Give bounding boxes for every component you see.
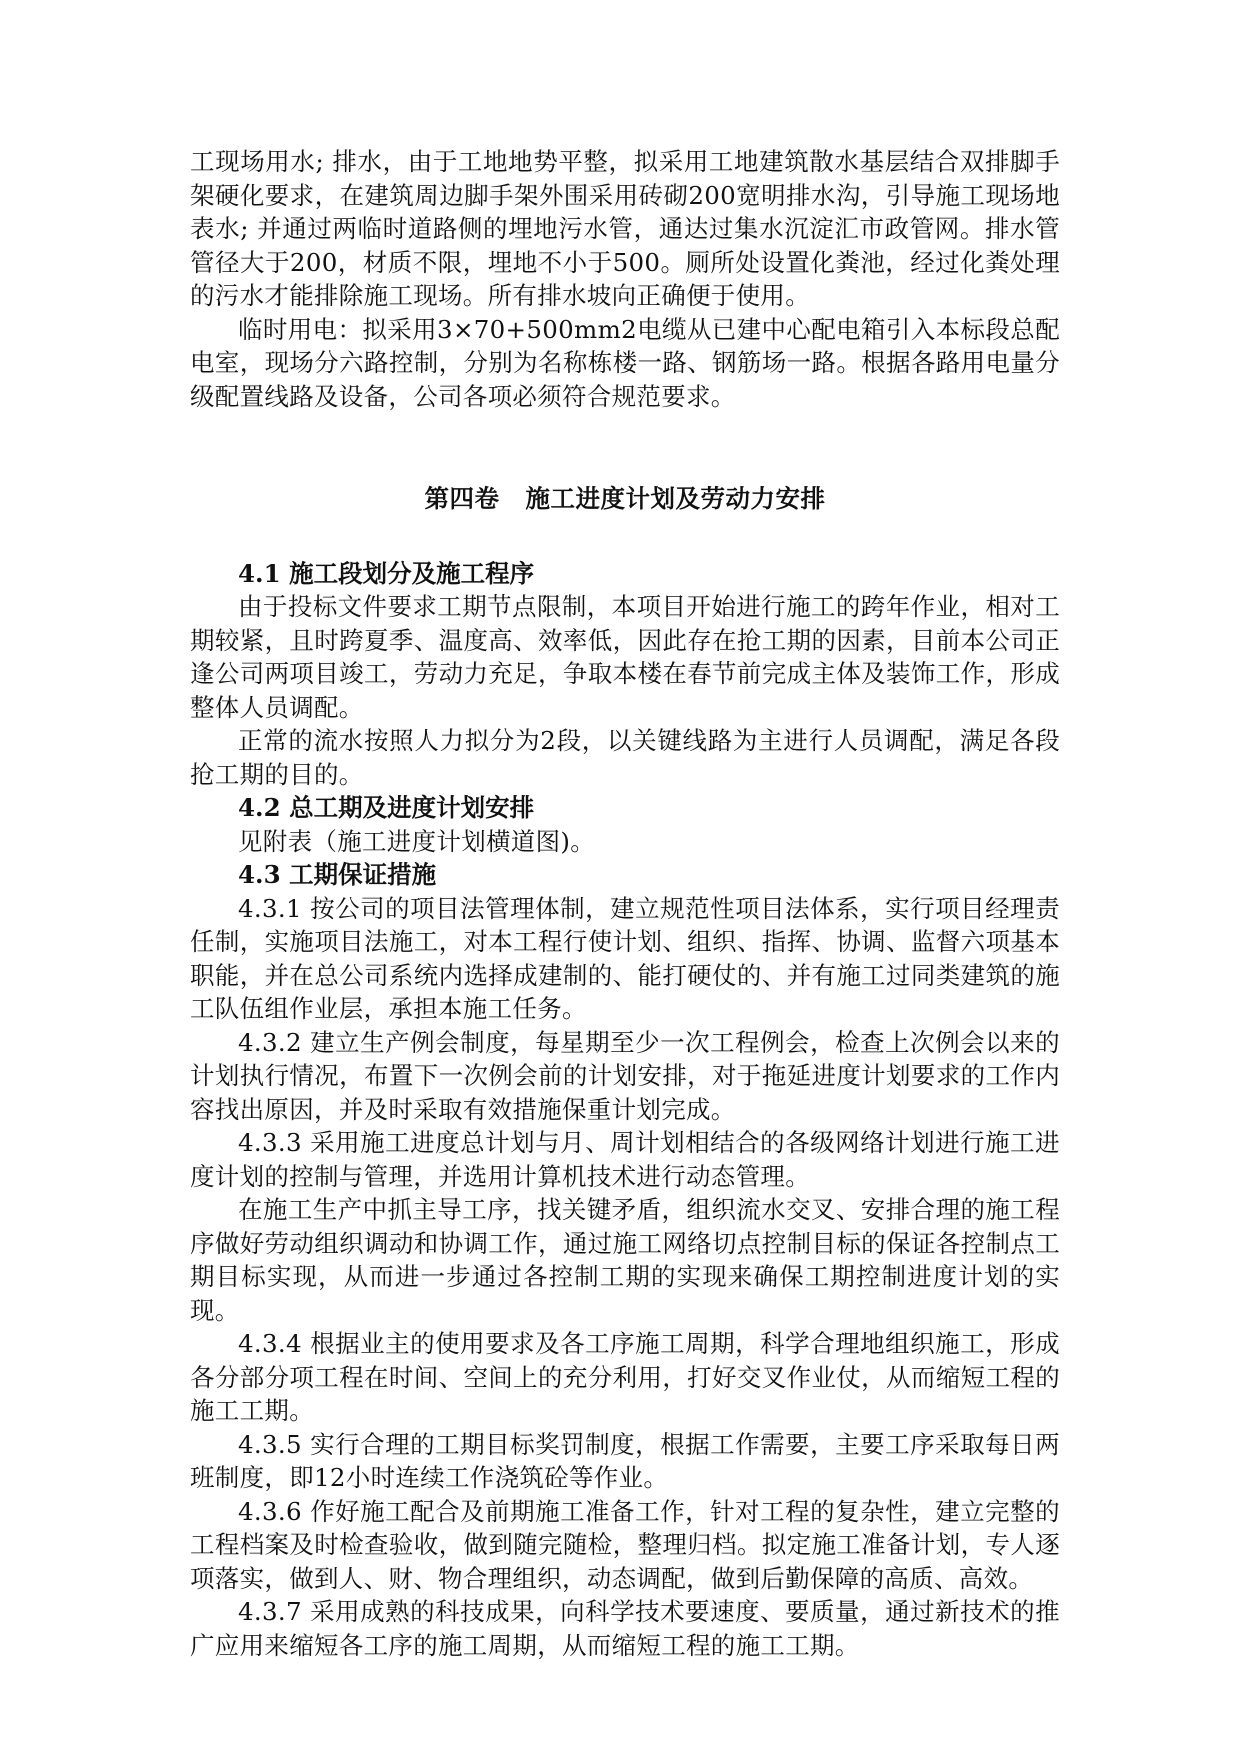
chapter-title — [190, 482, 1060, 516]
paragraph-4-3-3: 4.3.3 采用施工进度总计划与月、周计划相结合的各级网络计划进行施工进度计划的控制与管理，并选用计算机技术进行动态管理。 — [190, 1128, 1060, 1191]
section-heading-4-2: 4.2 总工期及进度计划安排 — [238, 793, 535, 822]
chapter-name: 施工进度计划及劳动力安排 — [525, 484, 826, 513]
section-heading-4-3: 4.3 工期保证措施 — [238, 860, 437, 889]
section-heading-4-1: 4.1 施工段划分及施工程序 — [238, 558, 535, 588]
chapter-label: 第四卷 — [424, 484, 500, 513]
paragraph-4-3-5: 4.3.5 实行合理的工期目标奖罚制度，根据工作需要，主要工序采取每日两班制度，即12小时连续工作浇筑砼等作业。 — [190, 1429, 1060, 1492]
paragraph-4-1-a: 由于投标文件要求工期节点限制，本项目开始进行施工的跨年作业，相对工期较紧，且时跨夏季、温度高、效率低，因此存在抢工期的因素，目前本公司正逢公司两项目竣工，劳动力充足，争取本楼在春节前完成主体及装饰工作，形成整体人员调配。 — [190, 592, 1060, 722]
paragraph-temporary-power: 临时用电：拟采用3×70+500mm2电缆从已建中心配电箱引入本标段总配电室，现场分六路控制，分别为名称栋楼一路、钢筋场一路。根据各路用电量分级配置线路及设备，公司各项必须符合规范要求。 — [190, 314, 1060, 411]
document-page — [190, 145, 1060, 1662]
spacer — [190, 516, 1060, 557]
paragraph-4-3-4: 4.3.4 根据业主的使用要求及各工序施工周期，科学合理地组织施工，形成各分部分项工程在时间、空间上的充分利用，打好交叉作业仗，从而缩短工程的施工工期。 — [190, 1329, 1060, 1425]
paragraph-4-3-7: 4.3.7 采用成熟的科技成果，向科学技术要速度、要质量，通过新技术的推广应用来缩短各工序的施工周期，从而缩短工程的施工工期。 — [190, 1597, 1060, 1660]
paragraph-4-1-b: 正常的流水按照人力拟分为2段，以关键线路为主进行人员调配，满足各段抢工期的目的。 — [190, 726, 1060, 789]
paragraph-drainage: 工现场用水; 排水，由于工地地势平整，拟采用工地建筑散水基层结合双排脚手架硬化要求，在建筑周边脚手架外围采用砖砌200宽明排水沟，引导施工现场地表水; 并通过两临时道路侧的埋地污水管，通达过集水沉淀汇市政管网。排水管管径大于200，材质不限，埋地不小于500。厕所处设置化粪池，经过化粪处理的污水才能排除施工现场。所有排水坡向正确便于使用。 — [190, 147, 1060, 310]
paragraph-4-3-2: 4.3.2 建立生产例会制度，每星期至少一次工程例会，检查上次例会以来的计划执行情况，布置下一次例会前的计划安排，对于拖延进度计划要求的工作内容找出原因，并及时采取有效措施保重计划完成。 — [190, 1027, 1060, 1124]
paragraph-4-3-6: 4.3.6 作好施工配合及前期施工准备工作，针对工程的复杂性，建立完整的工程档案及时检查验收，做到随完随检，整理归档。拟定施工准备计划，专人逐项落实，做到人、财、物合理组织，动态调配，做到后勤保障的高质、高效。 — [190, 1496, 1060, 1593]
paragraph-4-3-3-cont: 在施工生产中抓主导工序，找关键矛盾，组织流水交叉、安排合理的施工程序做好劳动组织调动和协调工作，通过施工网络切点控制目标的保证各控制点工期目标实现，从而进一步通过各控制工期的实现来确保工期控制进度计划的实现。 — [190, 1195, 1060, 1325]
paragraph-4-3-1: 4.3.1 按公司的项目法管理体制，建立规范性项目法体系，实行项目经理责任制，实施项目法施工，对本工程行使计划、组织、指挥、协调、监督六项基本职能，并在总公司系统内选择成建制的、能打硬仗的、并有施工过同类建筑的施工队伍组作业层，承担本施工任务。 — [190, 893, 1060, 1023]
paragraph-4-2-a: 见附表（施工进度计划横道图)。 — [238, 826, 596, 856]
spacer — [190, 413, 1060, 482]
